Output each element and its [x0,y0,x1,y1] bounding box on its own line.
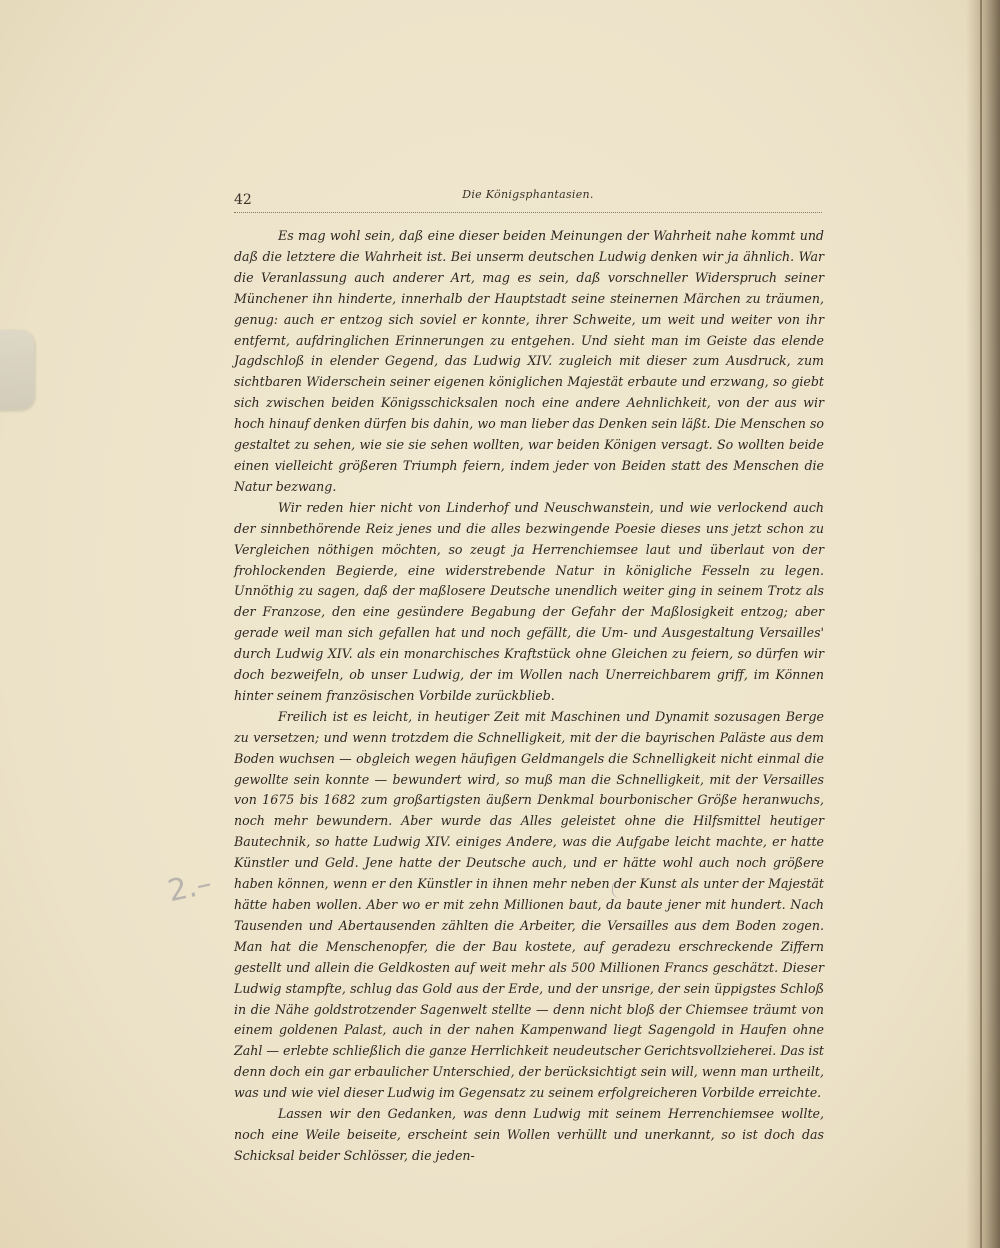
paragraph-4: Lassen wir den Gedanken, was denn Ludwig mit seinem Herrenchiemsee wollte, noch eine Weile beiseite, erscheint sein Wollen verhüllt und unerkannt, so ist doch das Schicksal beider Schlösser, die jeden- [234,1106,824,1163]
pencil-margin-note: 2.– [164,865,215,910]
binding-edge [980,0,982,1248]
paragraph-2: Wir reden hier nicht von Linderhof und Neuschwanstein, und wie verlockend auch der sinnbethörende Reiz jenes und die alles bezwingende Poesie dieses uns jetzt schon zu Vergleichen nöthigen möchten, so zeugt ja Herrenchiemsee laut und überlaut von der frohlockenden Begierde, eine widerstrebende Natur in königliche Fesseln zu legen. Unnöthig zu sagen, daß der maßlosere Deutsche unendlich weiter ging in seinem Trotz als der Franzose, den eine gesündere Begabung der Gefahr der Maßlosigkeit entzog; aber gerade weil man sich gefallen hat und noch gefällt, die Um- und Ausgestaltung Versailles' durch Ludwig XIV. als ein monarchisches Kraftstück ohne Gleichen zu feiern, so dürfen wir doch bezweifeln, ob unser Ludwig, der im Wollen nach Unerreichbarem griff, im Können hinter seinem französischen Vorbilde zurückblieb. [234,499,824,703]
paragraph-3: Freilich ist es leicht, in heutiger Zeit mit Maschinen und Dynamit sozusagen Berge zu versetzen; und wenn trotzdem die Schnelligkeit, mit der die bayrischen Paläste aus dem Boden wuchsen — obgleich wegen häufigen Geldmangels die Schnelligkeit nicht einmal die gewollte sein konnte — bewundert wird, so muß man die Schnelligkeit, mit der Versailles von 1675 bis 1682 zum großartigsten äußern Denkmal bourbonischer Größe heranwuchs, noch mehr bewundern. Aber wurde das Alles geleistet ohne die Hilfsmittel heutiger Bautechnik, so hatte Ludwig XIV. einiges Andere, was die Aufgabe leicht machte, er hatte Künstler und Geld. Jene hatte der Deutsche auch, und er hätte wohl auch noch größere haben können, wenn er den Künstler in ihnen mehr neben der Kunst als unter der Majestät hätte haben wollen. Aber wo er mit zehn Millionen baut, da baute jener mit hundert. Nach Tausenden und Abertausenden zählten die Arbeiter, die Versailles aus dem Boden zogen. Man hat die Menschenopfer, die der Bau kostete, auf geradezu erschreckende Ziffern gestellt und allein die Geldkosten auf weit mehr als 500 Millionen Francs geschätzt. Dieser Ludwig stampfte, schlug das Gold aus der Erde, und der unsrige, der sein üppigstes Schloß in die Nähe goldstrotzender Sagenwelt stellte — denn nicht bloß der Chiemsee träumt von einem goldenen Palast, auch in der nahen Kampenwand liegt Sagengold in Haufen ohne Zahl — erlebte schließlich die ganze Herrlichkeit neudeutscher Gerichtsvollzieherei. Das ist denn doch ein gar erbaulicher Unterschied, der berücksichtigt sein will, wenn man urtheilt, was und wie viel dieser Ludwig im Gegensatz zu seinem erfolgreicheren Vorbilde erreichte. [234,708,824,1101]
running-header [234,184,822,213]
running-title: Die Königsphantasien. [462,188,594,201]
page-number: 42 [234,192,252,208]
page-clip [0,330,34,410]
binding-shadow [966,0,1000,1248]
body-text [234,226,824,1167]
paragraph-1: Es mag wohl sein, daß eine dieser beiden Meinungen der Wahrheit nahe kommt und daß die letztere die Wahrheit ist. Bei unserm deutschen Ludwig denken wir ja ähnlich. War die Veranlassung auch anderer Art, mag es sein, daß vorschneller Widerspruch seiner Münchener ihn hinderte, innerhalb der Hauptstadt seine steinernen Märchen zu träumen, genug: auch er entzog sich soviel er konnte, ihrer Schweite, um weit und weiter von ihr entfernt, aufdringlichen Erinnerungen zu entgehen. Und sieht man im Geiste das elende Jagdschloß in elender Gegend, das Ludwig XIV. zugleich mit dieser zum Ausdruck, zum sichtbaren Widerschein seiner eigenen königlichen Majestät erbaute und erzwang, so giebt sich zwischen beiden Königsschicksalen noch eine andere Aehnlichkeit, von der aus wir hoch hinauf denken dürfen bis dahin, wo man lieber das Denken sein läßt. Die Menschen so gestaltet zu sehen, wie sie sie sehen wollten, war beiden Königen versagt. So wollten beide einen vielleicht größeren Triumph feiern, indem jeder von Beiden statt des Menschen die Natur bezwang. [234,228,824,494]
pencil-bracket-mark [612,880,627,898]
